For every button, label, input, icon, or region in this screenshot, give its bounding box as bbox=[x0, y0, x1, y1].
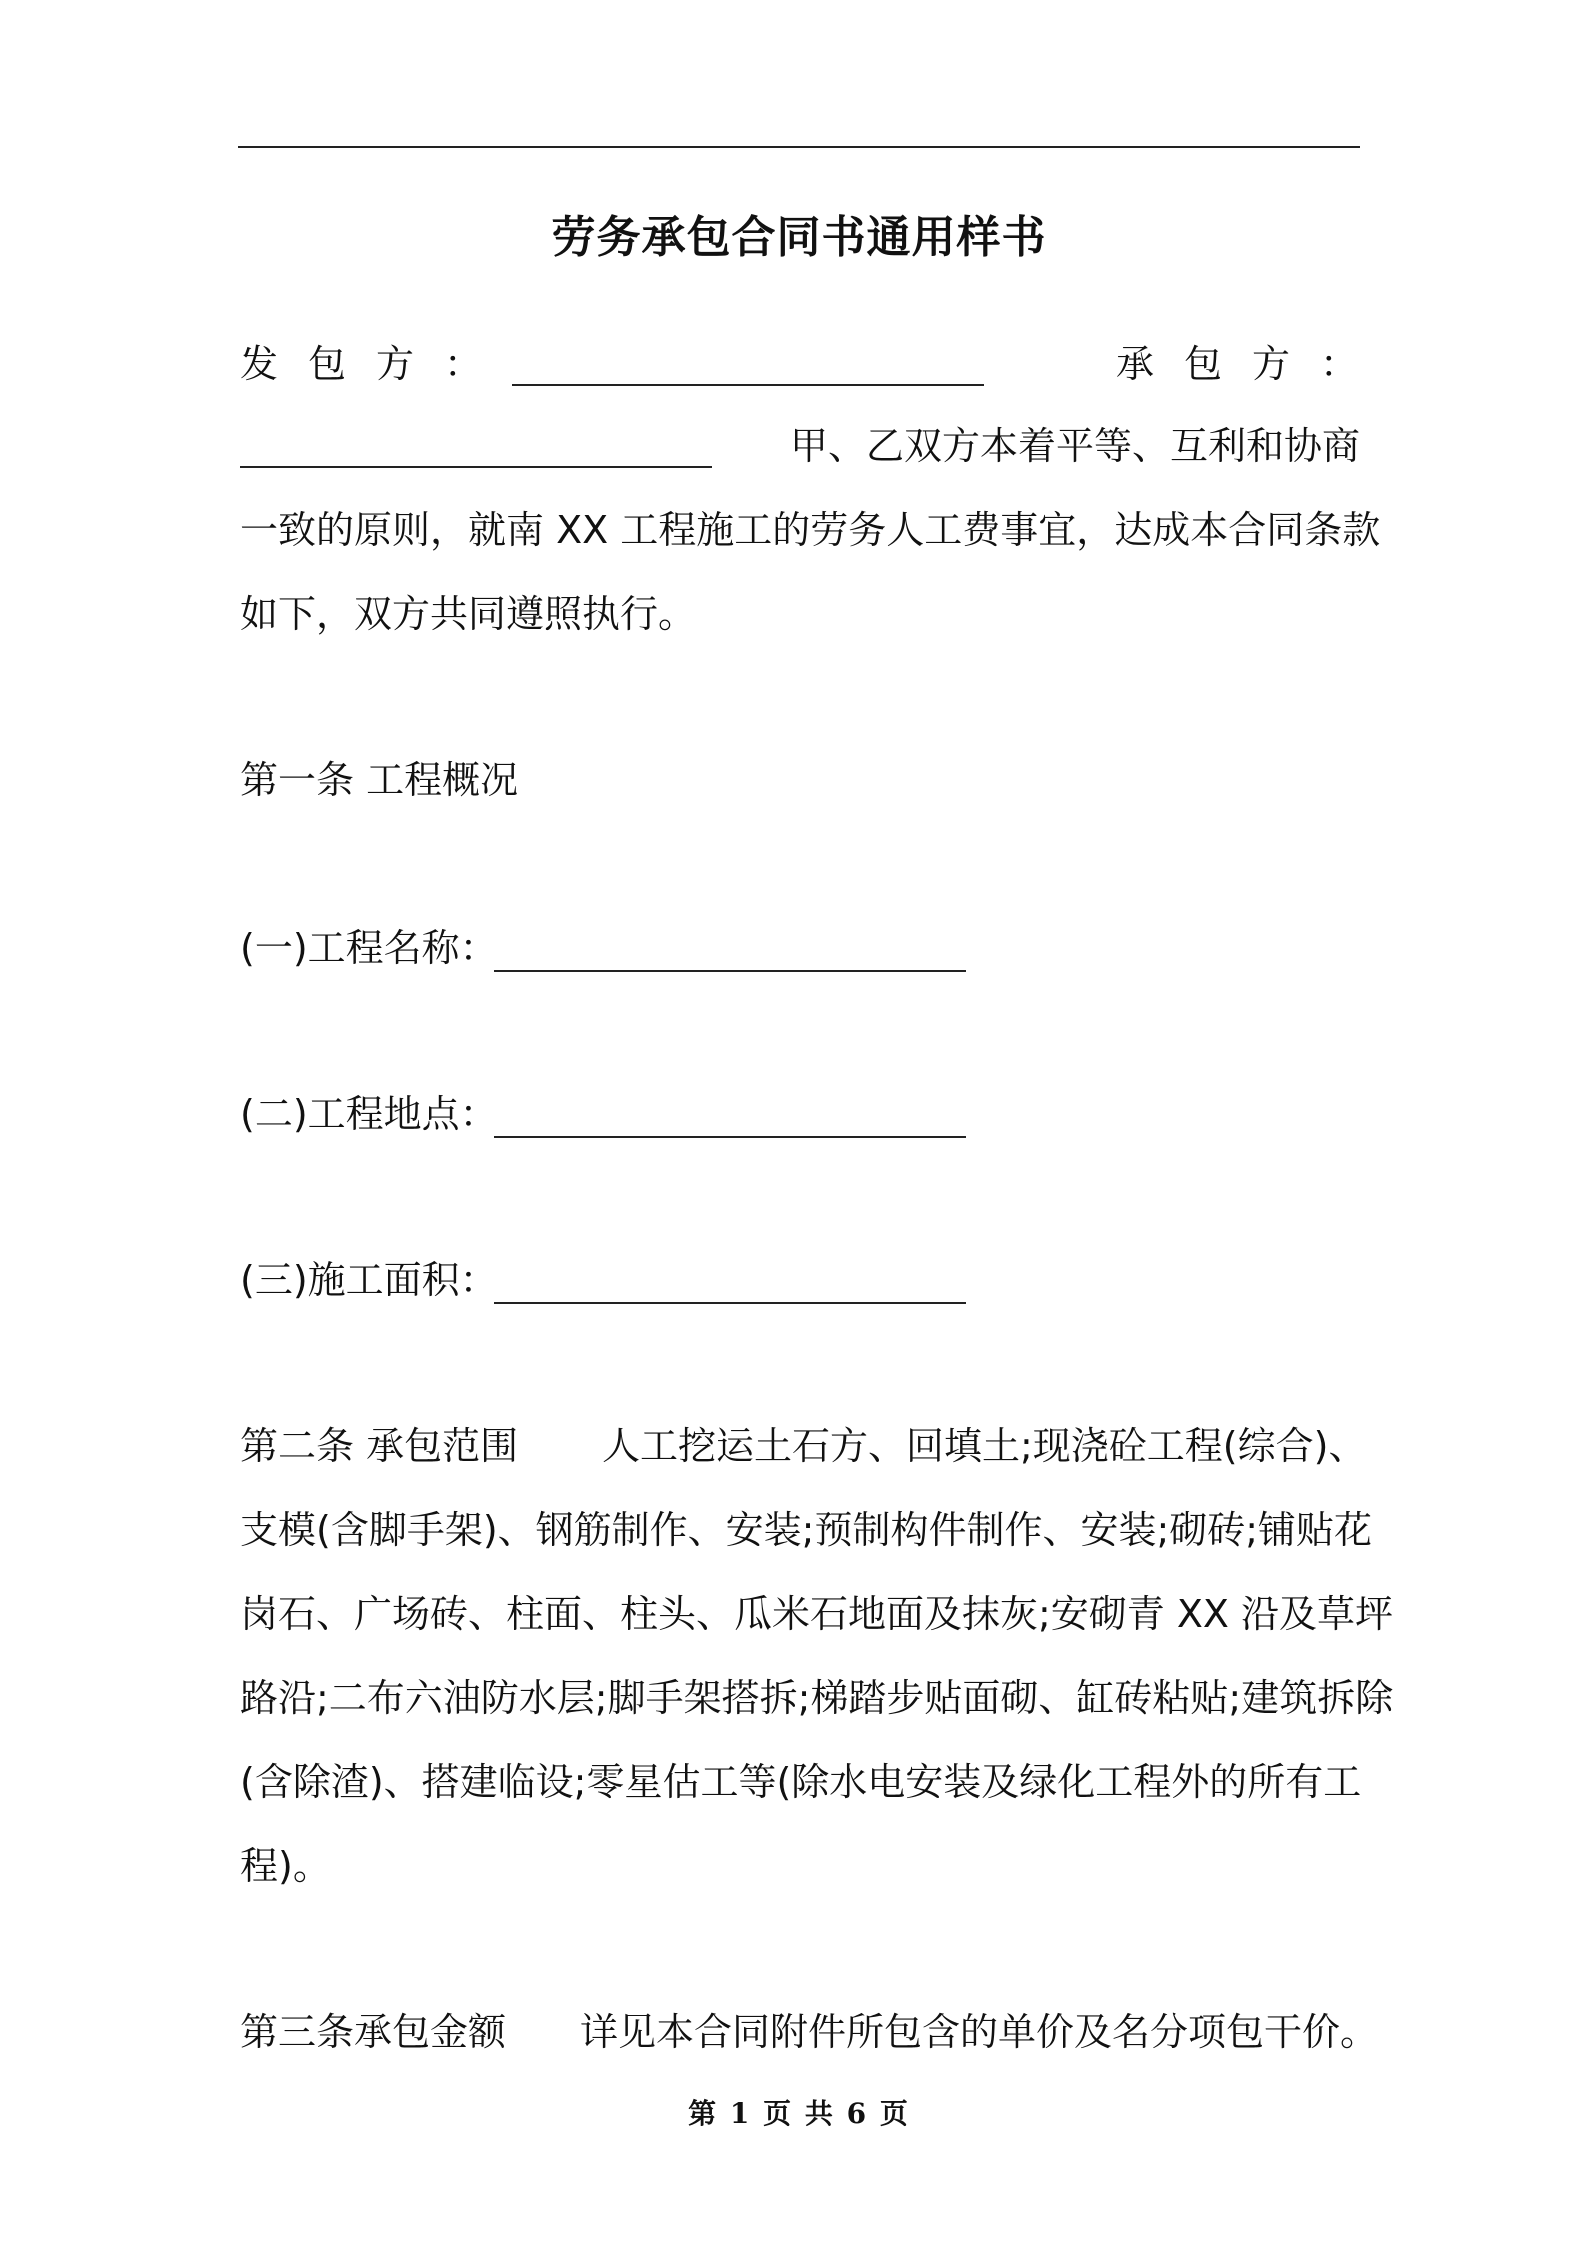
intro-tail: 甲、乙双方本着平等、互利和协商 bbox=[790, 424, 1361, 468]
article-3-text: 详见本合同附件所包含的单价及名分项包干价。 bbox=[580, 2010, 1379, 2054]
article-2-line-3: 岗石、广场砖、柱面、柱头、瓜米石地面及抹灰;安砌青 XX 沿及草坪 bbox=[240, 1592, 1394, 1636]
document-title: 劳务承包合同书通用样书 bbox=[551, 212, 1047, 263]
article-1-heading: 第一条 工程概况 bbox=[240, 758, 519, 802]
field-project-location-label: (二)工程地点： bbox=[240, 1092, 498, 1136]
article-2-heading: 第二条 承包范围 bbox=[240, 1424, 519, 1468]
article-2-line-1: 人工挖运土石方、回填土;现浇砼工程(综合)、 bbox=[602, 1424, 1367, 1468]
article-2-line-2: 支模(含脚手架)、钢筋制作、安装;预制构件制作、安装;砌砖;铺贴花 bbox=[240, 1508, 1373, 1552]
party-b-label: 承包方： bbox=[1116, 342, 1389, 386]
construction-area-blank[interactable] bbox=[494, 1302, 966, 1304]
article-2-line-5: (含除渣)、搭建临设;零星估工等(除水电安装及绿化工程外的所有工 bbox=[240, 1760, 1362, 1804]
party-a-label: 发包方： bbox=[240, 342, 513, 386]
project-name-blank[interactable] bbox=[494, 970, 966, 972]
party-a-blank[interactable] bbox=[512, 384, 984, 386]
field-project-name-label: (一)工程名称： bbox=[240, 926, 498, 970]
project-location-blank[interactable] bbox=[494, 1136, 966, 1138]
article-2-line-4: 路沿;二布六油防水层;脚手架搭拆;梯踏步贴面砌、缸砖粘贴;建筑拆除 bbox=[240, 1676, 1394, 1720]
intro-line-3: 如下，双方共同遵照执行。 bbox=[240, 592, 697, 636]
header-rule bbox=[238, 146, 1360, 148]
intro-line-2: 一致的原则，就南 XX 工程施工的劳务人工费事宜，达成本合同条款 bbox=[240, 508, 1381, 552]
page-indicator: 第 1 页 共 6 页 bbox=[688, 2097, 910, 2130]
party-b-blank[interactable] bbox=[240, 466, 712, 468]
field-construction-area-label: (三)施工面积： bbox=[240, 1258, 498, 1302]
article-2-line-6: 程)。 bbox=[240, 1844, 331, 1888]
article-3-heading: 第三条承包金额 bbox=[240, 2010, 507, 2054]
